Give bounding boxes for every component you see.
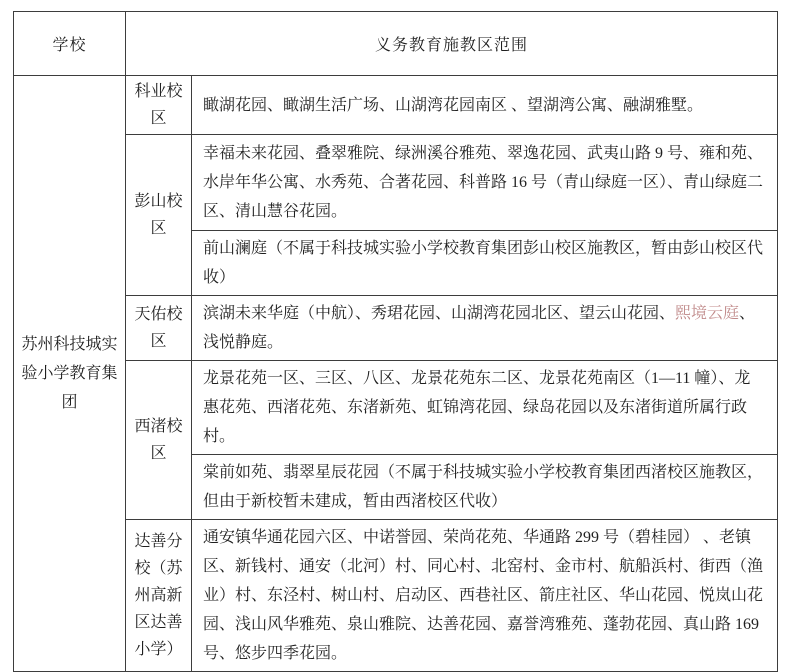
header-district-range: 义务教育施教区范围 [126, 12, 778, 76]
district-text-tianyou [192, 296, 778, 361]
district-text-keye: 瞰湖花园、瞰湖生活广场、山湖湾花园南区 、望湖湾公寓、融湖雅墅。 [192, 76, 778, 135]
district-text-xizhu: 龙景花苑一区、三区、八区、龙景花苑东二区、龙景花苑南区（1—11 幢）、龙惠花苑、西渚花苑、东渚新苑、虹锦湾花园、绿岛花园以及东渚街道所属行政村。 [192, 361, 778, 455]
campus-name-tianyou: 天佑校区 [126, 296, 192, 361]
table-row-keye [14, 76, 778, 135]
campus-name-pengshan: 彭山校区 [126, 135, 192, 296]
campus-name-xizhu: 西渚校区 [126, 361, 192, 520]
highlight-text-xijingyunting: 熙境云庭 [675, 305, 740, 322]
table-header-row [14, 12, 778, 76]
campus-name-keye: 科业校区 [126, 76, 192, 135]
district-text-pengshan: 幸福未来花园、叠翠雅院、绿洲溪谷雅苑、翠逸花园、武夷山路 9 号、雍和苑、水岸年华公寓、水秀苑、合著花园、科普路 16 号（青山绿庭一区）、青山绿庭二区、清山慧谷花园。 [192, 135, 778, 231]
district-text-tianyou-before: 滨湖未来华庭（中航）、秀珺花园、山湖湾花园北区、望云山花园、 [203, 305, 676, 322]
table-row-tianyou [14, 296, 778, 361]
school-group-name: 苏州科技城实验小学教育集团 [14, 76, 126, 672]
district-note-xizhu: 棠前如苑、翡翠星辰花园（不属于科技城实验小学校教育集团西渚校区施教区，但由于新校暂未建成，暂由西渚校区代收） [192, 455, 778, 520]
district-text-tianyou-after: 、浅悦静庭。 [203, 305, 756, 351]
school-district-table [13, 11, 778, 672]
campus-name-dashan: 达善分校（苏州高新区达善小学） [126, 520, 192, 672]
header-school: 学校 [14, 12, 126, 76]
district-note-pengshan: 前山澜庭（不属于科技城实验小学校教育集团彭山校区施教区，暂由彭山校区代收） [192, 231, 778, 296]
table-row-xizhu [14, 361, 778, 455]
table-row-pengshan [14, 135, 778, 231]
district-text-dashan: 通安镇华通花园六区、中诺誉园、荣尚花苑、华通路 299 号（碧桂园） 、老镇区、新钱村、通安（北河）村、同心村、北窑村、金市村、航船浜村、街西（渔业）村、东泾村、树山村、启动区、西巷社区、箭庄社区、华山花园、悦岚山花园、浅山风华雅苑、泉山雅院、达善花园、嘉誉湾雅苑、蓬勃花园、真山路 169 号、悠步四季花园。 [192, 520, 778, 672]
